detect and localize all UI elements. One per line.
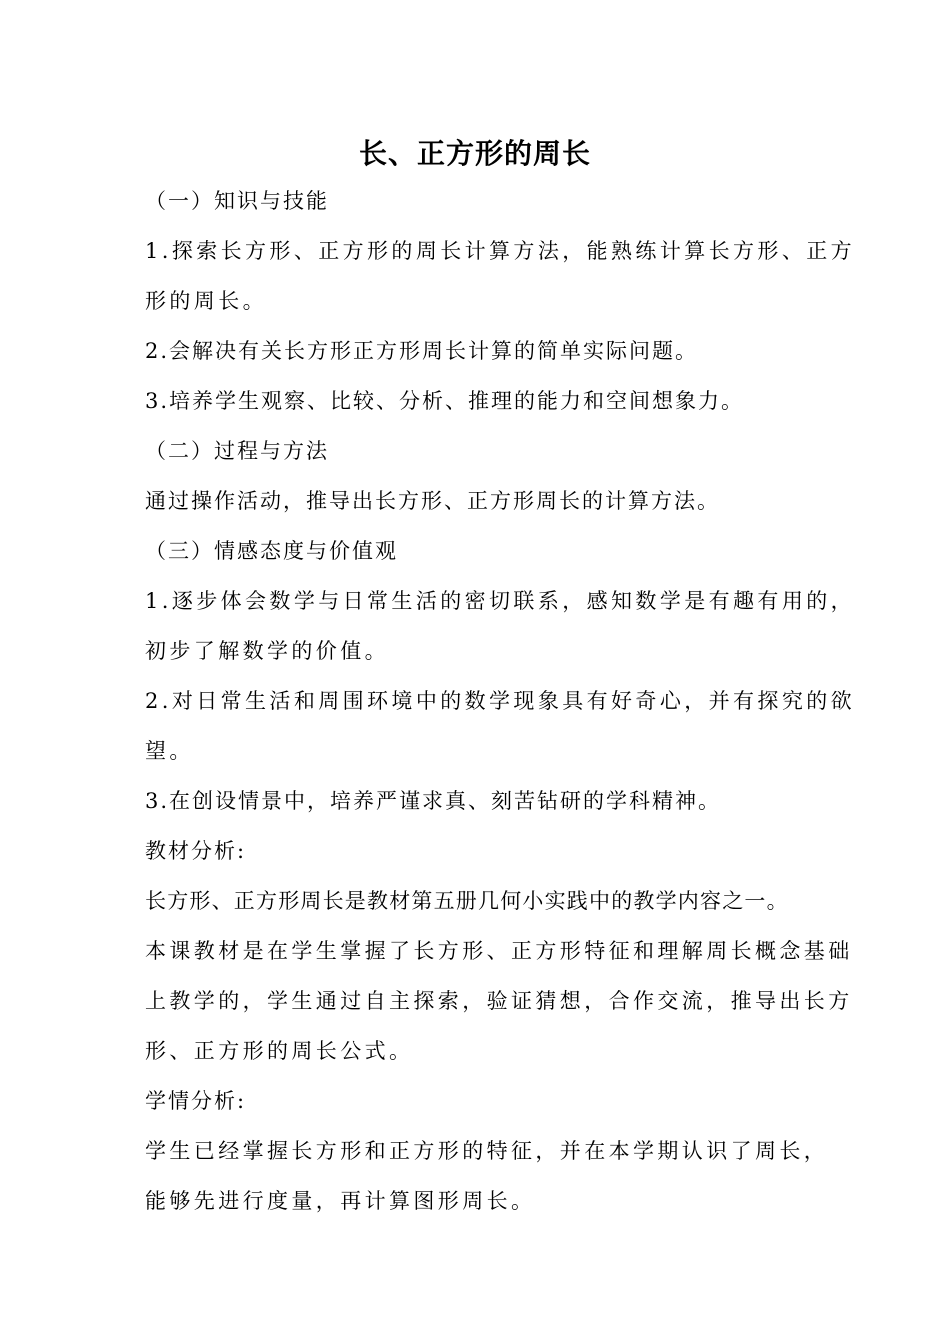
paragraph-line: 长方形、正方形周长是教材第五册几何小实践中的教学内容之一。 bbox=[145, 889, 789, 913]
section-heading-learners: 学情分析: bbox=[145, 1089, 247, 1113]
paragraph-line: 2.对日常生活和周围环境中的数学现象具有好奇心，并有探究的欲 bbox=[145, 689, 856, 713]
paragraph-line: 能够先进行度量，再计算图形周长。 bbox=[145, 1189, 536, 1213]
paragraph-line: 3.在创设情景中，培养严谨求真、刻苦钻研的学科精神。 bbox=[145, 789, 722, 813]
paragraph-line: 3.培养学生观察、比较、分析、推理的能力和空间想象力。 bbox=[145, 389, 745, 413]
paragraph-line: 初步了解数学的价值。 bbox=[145, 639, 389, 663]
section-heading-process: （二）过程与方法 bbox=[145, 439, 329, 463]
paragraph-line: 1.探索长方形、正方形的周长计算方法，能熟练计算长方形、正方 bbox=[145, 239, 856, 263]
paragraph-line: 学生已经掌握长方形和正方形的特征，并在本学期认识了周长， bbox=[145, 1139, 829, 1163]
paragraph-line: 1.逐步体会数学与日常生活的密切联系，感知数学是有趣有用的， bbox=[145, 589, 856, 613]
paragraph-line: 形、正方形的周长公式。 bbox=[145, 1039, 414, 1063]
section-heading-values: （三）情感态度与价值观 bbox=[145, 539, 398, 563]
paragraph-line: 本课教材是在学生掌握了长方形、正方形特征和理解周长概念基础 bbox=[145, 939, 853, 963]
paragraph-line: 上教学的，学生通过自主探索，验证猜想，合作交流，推导出长方 bbox=[145, 989, 853, 1013]
paragraph-line: 望。 bbox=[145, 739, 194, 763]
section-heading-material: 教材分析: bbox=[145, 839, 247, 863]
section-heading-knowledge: （一）知识与技能 bbox=[145, 189, 329, 213]
paragraph-line: 形的周长。 bbox=[145, 289, 267, 313]
document-title: 长、正方形的周长 bbox=[358, 137, 591, 170]
paragraph-line: 通过操作活动，推导出长方形、正方形周长的计算方法。 bbox=[145, 489, 720, 513]
paragraph-line: 2.会解决有关长方形正方形周长计算的简单实际问题。 bbox=[145, 339, 699, 363]
